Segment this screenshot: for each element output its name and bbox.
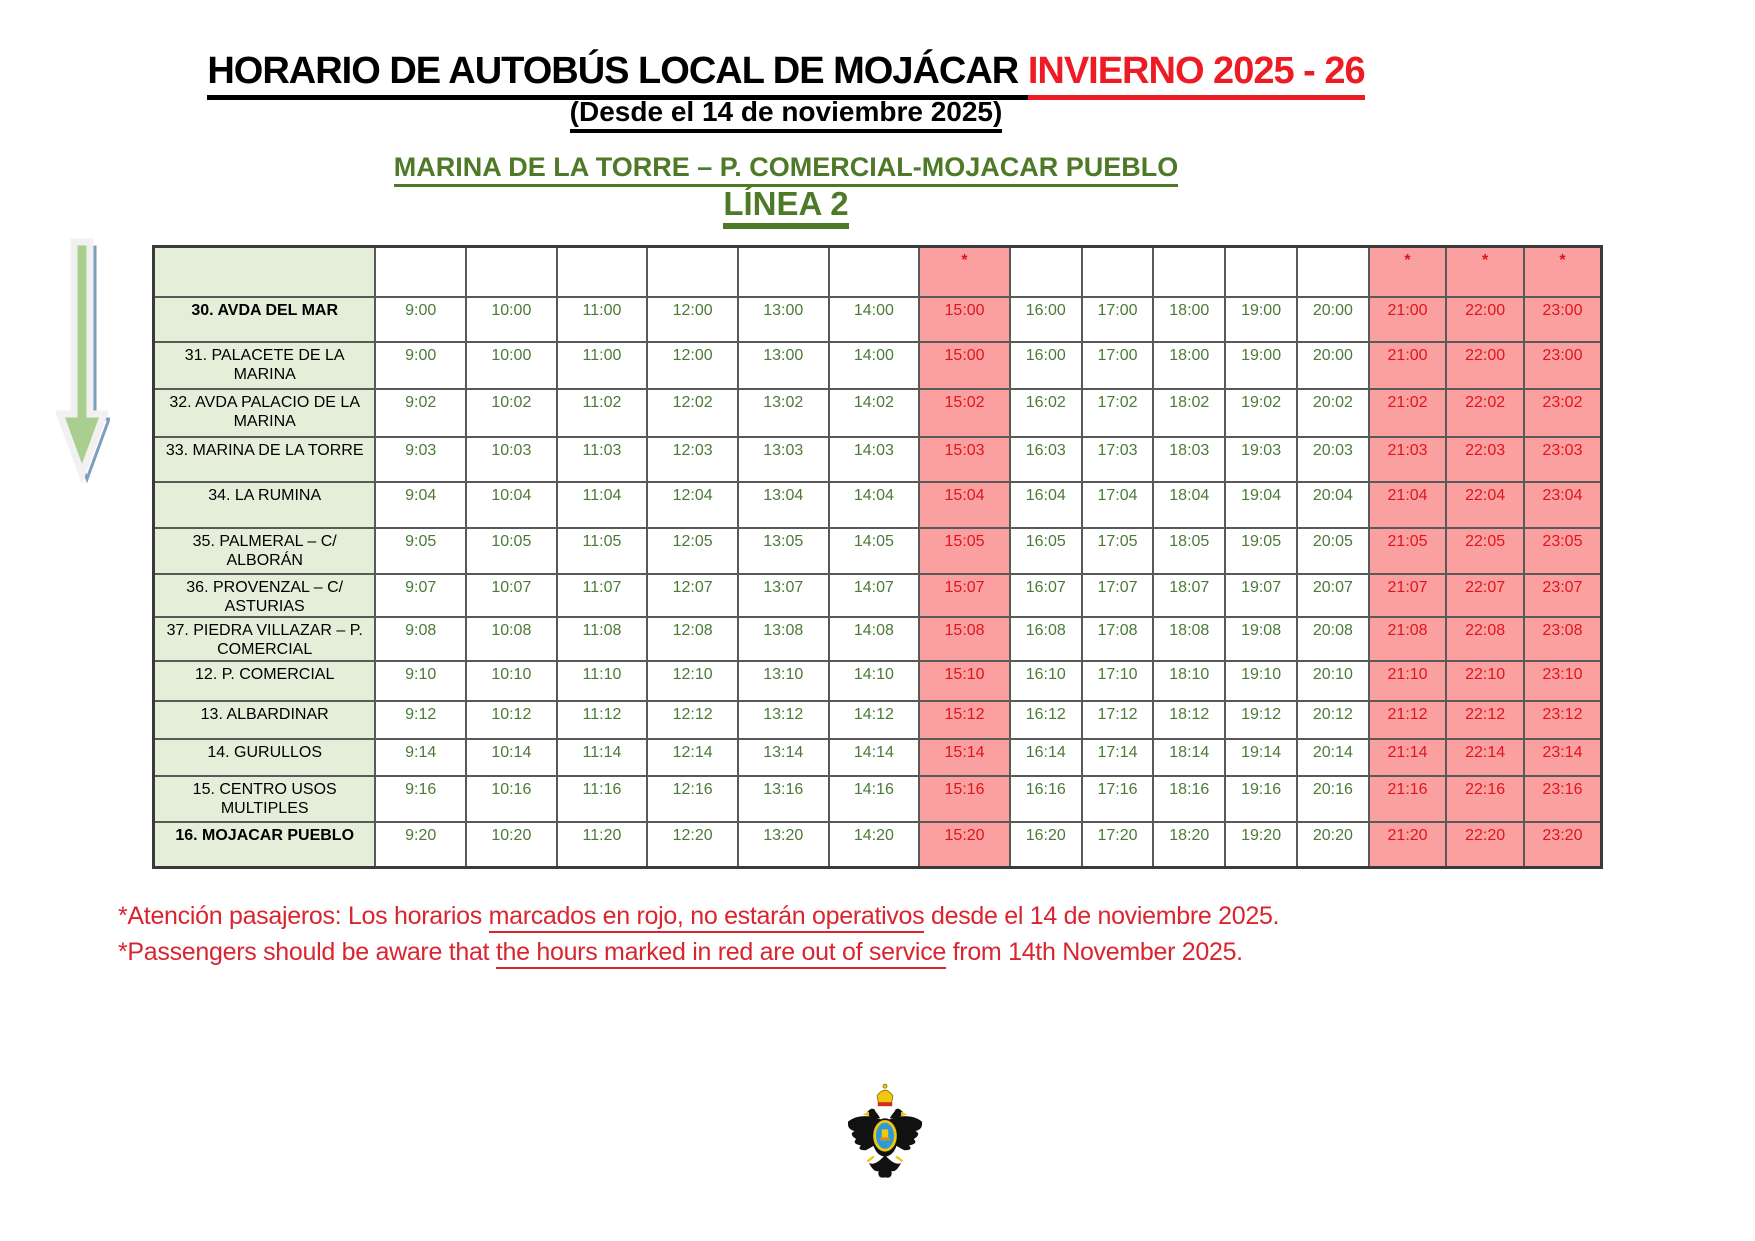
timetable — [152, 245, 1603, 869]
stop-row — [154, 822, 1602, 868]
time-cell: 19:04 — [1225, 482, 1297, 528]
time-cell: 16:02 — [1010, 389, 1082, 437]
time-cell: 11:07 — [557, 574, 648, 617]
time-cell: 9:20 — [375, 822, 466, 868]
time-cell-out-of-service: 23:08 — [1524, 617, 1602, 661]
time-cell: 12:08 — [647, 617, 738, 661]
time-cell: 18:16 — [1153, 776, 1225, 822]
time-cell: 11:03 — [557, 437, 648, 482]
time-cell: 13:08 — [738, 617, 829, 661]
time-cell-out-of-service: 22:08 — [1446, 617, 1524, 661]
time-cell: 19:03 — [1225, 437, 1297, 482]
time-cell: 18:02 — [1153, 389, 1225, 437]
time-cell: 9:00 — [375, 297, 466, 342]
title-main: HORARIO DE AUTOBÚS LOCAL DE MOJÁCAR — [207, 50, 1027, 100]
time-cell-out-of-service: 22:00 — [1446, 342, 1524, 389]
out-of-service-asterisk-cell: * — [1369, 247, 1447, 297]
stop-name-cell: 34. LA RUMINA — [154, 482, 376, 528]
time-cell: 12:00 — [647, 297, 738, 342]
time-cell: 18:03 — [1153, 437, 1225, 482]
time-cell-out-of-service: 22:10 — [1446, 661, 1524, 701]
time-cell-out-of-service: 15:03 — [919, 437, 1010, 482]
time-cell: 11:16 — [557, 776, 648, 822]
time-cell: 14:03 — [829, 437, 920, 482]
time-cell: 19:05 — [1225, 528, 1297, 574]
time-cell-out-of-service: 15:05 — [919, 528, 1010, 574]
time-cell-out-of-service: 22:00 — [1446, 297, 1524, 342]
time-cell-out-of-service: 21:20 — [1369, 822, 1447, 868]
time-cell-out-of-service: 21:00 — [1369, 342, 1447, 389]
time-cell: 16:05 — [1010, 528, 1082, 574]
time-cell: 10:08 — [466, 617, 557, 661]
time-cell: 12:07 — [647, 574, 738, 617]
time-cell: 14:12 — [829, 701, 920, 739]
stop-row — [154, 617, 1602, 661]
time-cell: 17:03 — [1082, 437, 1154, 482]
time-cell: 9:04 — [375, 482, 466, 528]
header-cell — [375, 247, 466, 297]
time-cell: 10:02 — [466, 389, 557, 437]
time-cell: 20:07 — [1297, 574, 1369, 617]
time-cell: 17:16 — [1082, 776, 1154, 822]
time-cell: 12:00 — [647, 342, 738, 389]
time-cell: 11:04 — [557, 482, 648, 528]
time-cell: 14:10 — [829, 661, 920, 701]
time-cell: 9:07 — [375, 574, 466, 617]
time-cell: 12:16 — [647, 776, 738, 822]
time-cell: 19:16 — [1225, 776, 1297, 822]
time-cell: 13:07 — [738, 574, 829, 617]
header-cell — [557, 247, 648, 297]
time-cell-out-of-service: 23:16 — [1524, 776, 1602, 822]
time-cell: 9:12 — [375, 701, 466, 739]
time-cell-out-of-service: 21:00 — [1369, 297, 1447, 342]
stop-name-cell: 36. PROVENZAL – C/ ASTURIAS — [154, 574, 376, 617]
time-cell: 20:10 — [1297, 661, 1369, 701]
time-cell: 11:05 — [557, 528, 648, 574]
time-cell: 18:07 — [1153, 574, 1225, 617]
time-cell: 19:02 — [1225, 389, 1297, 437]
time-cell-out-of-service: 22:03 — [1446, 437, 1524, 482]
time-cell: 20:00 — [1297, 297, 1369, 342]
time-cell: 19:14 — [1225, 739, 1297, 776]
time-cell: 11:20 — [557, 822, 648, 868]
stop-row — [154, 389, 1602, 437]
time-cell: 13:03 — [738, 437, 829, 482]
stop-name-cell: 30. AVDA DEL MAR — [154, 297, 376, 342]
time-cell: 11:10 — [557, 661, 648, 701]
time-cell-out-of-service: 22:02 — [1446, 389, 1524, 437]
time-cell-out-of-service: 23:04 — [1524, 482, 1602, 528]
route-heading: MARINA DE LA TORRE – P. COMERCIAL-MOJACAR PUEBLO — [0, 152, 1572, 183]
effective-date: (Desde el 14 de noviembre 2025) — [0, 96, 1572, 128]
time-cell: 18:20 — [1153, 822, 1225, 868]
footnote-en: *Passengers should be aware that the hours marked in red are out of service from 14th November 2025. — [118, 934, 1279, 970]
header-cell — [738, 247, 829, 297]
time-cell: 10:12 — [466, 701, 557, 739]
time-cell: 20:04 — [1297, 482, 1369, 528]
time-cell: 10:00 — [466, 297, 557, 342]
stop-name-cell: 33. MARINA DE LA TORRE — [154, 437, 376, 482]
time-cell: 12:20 — [647, 822, 738, 868]
stop-row — [154, 297, 1602, 342]
coat-of-arms-icon — [845, 1083, 925, 1195]
time-cell: 11:14 — [557, 739, 648, 776]
time-cell: 20:02 — [1297, 389, 1369, 437]
header-cell — [829, 247, 920, 297]
time-cell: 10:14 — [466, 739, 557, 776]
time-cell-out-of-service: 22:07 — [1446, 574, 1524, 617]
time-cell: 10:20 — [466, 822, 557, 868]
time-cell: 16:00 — [1010, 297, 1082, 342]
time-cell-out-of-service: 15:20 — [919, 822, 1010, 868]
time-cell: 13:20 — [738, 822, 829, 868]
header-cell — [1225, 247, 1297, 297]
time-cell: 13:10 — [738, 661, 829, 701]
header-cell — [647, 247, 738, 297]
time-cell: 12:14 — [647, 739, 738, 776]
time-cell-out-of-service: 23:07 — [1524, 574, 1602, 617]
time-cell: 20:00 — [1297, 342, 1369, 389]
time-cell: 9:14 — [375, 739, 466, 776]
time-cell: 17:04 — [1082, 482, 1154, 528]
time-cell: 9:08 — [375, 617, 466, 661]
time-cell: 14:14 — [829, 739, 920, 776]
time-cell: 13:00 — [738, 342, 829, 389]
time-cell-out-of-service: 22:05 — [1446, 528, 1524, 574]
header-cell — [1010, 247, 1082, 297]
time-cell: 17:10 — [1082, 661, 1154, 701]
time-cell: 14:16 — [829, 776, 920, 822]
page-title — [0, 50, 1572, 93]
stop-name-cell: 35. PALMERAL – C/ ALBORÁN — [154, 528, 376, 574]
time-cell: 13:14 — [738, 739, 829, 776]
out-of-service-asterisk-cell: * — [1446, 247, 1524, 297]
time-cell-out-of-service: 22:04 — [1446, 482, 1524, 528]
time-cell: 9:10 — [375, 661, 466, 701]
time-cell: 17:07 — [1082, 574, 1154, 617]
time-cell: 16:20 — [1010, 822, 1082, 868]
time-cell-out-of-service: 22:16 — [1446, 776, 1524, 822]
time-cell: 18:14 — [1153, 739, 1225, 776]
stop-name-cell: 37. PIEDRA VILLAZAR – P. COMERCIAL — [154, 617, 376, 661]
time-cell: 20:05 — [1297, 528, 1369, 574]
time-cell: 10:16 — [466, 776, 557, 822]
time-cell-out-of-service: 15:04 — [919, 482, 1010, 528]
time-cell: 19:07 — [1225, 574, 1297, 617]
footnotes — [118, 898, 1279, 970]
time-cell: 14:08 — [829, 617, 920, 661]
time-cell: 17:20 — [1082, 822, 1154, 868]
time-cell: 9:03 — [375, 437, 466, 482]
time-cell: 14:02 — [829, 389, 920, 437]
time-cell: 19:12 — [1225, 701, 1297, 739]
title-season: INVIERNO 2025 - 26 — [1028, 50, 1365, 100]
time-cell: 17:02 — [1082, 389, 1154, 437]
stop-name-cell: 15. CENTRO USOS MULTIPLES — [154, 776, 376, 822]
time-cell-out-of-service: 23:12 — [1524, 701, 1602, 739]
header-cell — [1297, 247, 1369, 297]
time-cell: 17:08 — [1082, 617, 1154, 661]
time-cell: 17:00 — [1082, 342, 1154, 389]
stop-row — [154, 739, 1602, 776]
time-cell: 16:03 — [1010, 437, 1082, 482]
time-cell: 17:05 — [1082, 528, 1154, 574]
stop-row — [154, 776, 1602, 822]
time-cell-out-of-service: 23:00 — [1524, 297, 1602, 342]
header-row — [154, 247, 1602, 297]
time-cell: 12:02 — [647, 389, 738, 437]
time-cell: 14:05 — [829, 528, 920, 574]
time-cell-out-of-service: 15:07 — [919, 574, 1010, 617]
stop-header-cell — [154, 247, 376, 297]
time-cell-out-of-service: 15:10 — [919, 661, 1010, 701]
time-cell: 13:05 — [738, 528, 829, 574]
time-cell: 12:03 — [647, 437, 738, 482]
time-cell: 9:02 — [375, 389, 466, 437]
time-cell: 19:00 — [1225, 342, 1297, 389]
time-cell-out-of-service: 22:12 — [1446, 701, 1524, 739]
time-cell-out-of-service: 21:16 — [1369, 776, 1447, 822]
time-cell: 19:00 — [1225, 297, 1297, 342]
stop-name-cell: 16. MOJACAR PUEBLO — [154, 822, 376, 868]
stop-name-cell: 31. PALACETE DE LA MARINA — [154, 342, 376, 389]
time-cell: 19:10 — [1225, 661, 1297, 701]
time-cell: 16:14 — [1010, 739, 1082, 776]
time-cell: 19:08 — [1225, 617, 1297, 661]
time-cell-out-of-service: 23:03 — [1524, 437, 1602, 482]
time-cell: 20:12 — [1297, 701, 1369, 739]
stop-row — [154, 661, 1602, 701]
time-cell: 16:16 — [1010, 776, 1082, 822]
time-cell-out-of-service: 21:04 — [1369, 482, 1447, 528]
time-cell: 13:16 — [738, 776, 829, 822]
time-cell: 11:12 — [557, 701, 648, 739]
time-cell: 14:20 — [829, 822, 920, 868]
time-cell: 9:00 — [375, 342, 466, 389]
stop-row — [154, 437, 1602, 482]
time-cell: 12:12 — [647, 701, 738, 739]
time-cell: 20:08 — [1297, 617, 1369, 661]
time-cell: 20:16 — [1297, 776, 1369, 822]
time-cell: 14:00 — [829, 297, 920, 342]
stop-row — [154, 482, 1602, 528]
time-cell-out-of-service: 22:20 — [1446, 822, 1524, 868]
stop-name-cell: 13. ALBARDINAR — [154, 701, 376, 739]
stop-row — [154, 701, 1602, 739]
time-cell-out-of-service: 21:05 — [1369, 528, 1447, 574]
stop-row — [154, 574, 1602, 617]
time-cell: 18:00 — [1153, 297, 1225, 342]
time-cell: 12:05 — [647, 528, 738, 574]
time-cell: 17:12 — [1082, 701, 1154, 739]
time-cell: 10:04 — [466, 482, 557, 528]
time-cell-out-of-service: 21:12 — [1369, 701, 1447, 739]
time-cell-out-of-service: 15:14 — [919, 739, 1010, 776]
time-cell-out-of-service: 15:02 — [919, 389, 1010, 437]
time-cell-out-of-service: 23:14 — [1524, 739, 1602, 776]
stop-name-cell: 12. P. COMERCIAL — [154, 661, 376, 701]
time-cell: 18:04 — [1153, 482, 1225, 528]
time-cell: 18:08 — [1153, 617, 1225, 661]
time-cell: 16:00 — [1010, 342, 1082, 389]
time-cell: 20:03 — [1297, 437, 1369, 482]
time-cell-out-of-service: 15:00 — [919, 342, 1010, 389]
time-cell: 10:03 — [466, 437, 557, 482]
time-cell: 19:20 — [1225, 822, 1297, 868]
time-cell: 13:02 — [738, 389, 829, 437]
out-of-service-asterisk-cell: * — [1524, 247, 1602, 297]
line-heading: LÍNEA 2 — [0, 185, 1572, 223]
time-cell: 11:08 — [557, 617, 648, 661]
time-cell: 11:00 — [557, 297, 648, 342]
time-cell: 10:05 — [466, 528, 557, 574]
footnote-es: *Atención pasajeros: Los horarios marcados en rojo, no estarán operativos desde el 14 de noviembre 2025. — [118, 898, 1279, 934]
time-cell-out-of-service: 15:16 — [919, 776, 1010, 822]
stop-row — [154, 528, 1602, 574]
time-cell: 10:07 — [466, 574, 557, 617]
time-cell: 11:02 — [557, 389, 648, 437]
time-cell-out-of-service: 22:14 — [1446, 739, 1524, 776]
time-cell: 18:00 — [1153, 342, 1225, 389]
time-cell-out-of-service: 15:08 — [919, 617, 1010, 661]
time-cell-out-of-service: 23:10 — [1524, 661, 1602, 701]
time-cell: 11:00 — [557, 342, 648, 389]
time-cell: 14:07 — [829, 574, 920, 617]
time-cell: 14:00 — [829, 342, 920, 389]
time-cell: 20:20 — [1297, 822, 1369, 868]
time-cell: 20:14 — [1297, 739, 1369, 776]
time-cell-out-of-service: 21:14 — [1369, 739, 1447, 776]
stop-name-cell: 14. GURULLOS — [154, 739, 376, 776]
time-cell-out-of-service: 23:20 — [1524, 822, 1602, 868]
time-cell-out-of-service: 15:12 — [919, 701, 1010, 739]
time-cell: 12:04 — [647, 482, 738, 528]
down-arrow-icon — [52, 236, 110, 484]
time-cell: 14:04 — [829, 482, 920, 528]
time-cell: 17:14 — [1082, 739, 1154, 776]
time-cell: 13:00 — [738, 297, 829, 342]
out-of-service-asterisk-cell: * — [919, 247, 1010, 297]
time-cell: 13:12 — [738, 701, 829, 739]
time-cell: 10:10 — [466, 661, 557, 701]
time-cell: 18:12 — [1153, 701, 1225, 739]
time-cell: 9:16 — [375, 776, 466, 822]
time-cell-out-of-service: 21:02 — [1369, 389, 1447, 437]
time-cell-out-of-service: 15:00 — [919, 297, 1010, 342]
time-cell: 16:07 — [1010, 574, 1082, 617]
header-cell — [1082, 247, 1154, 297]
time-cell-out-of-service: 23:00 — [1524, 342, 1602, 389]
time-cell-out-of-service: 21:07 — [1369, 574, 1447, 617]
time-cell-out-of-service: 23:02 — [1524, 389, 1602, 437]
time-cell: 18:10 — [1153, 661, 1225, 701]
header-cell — [466, 247, 557, 297]
time-cell: 10:00 — [466, 342, 557, 389]
time-cell: 9:05 — [375, 528, 466, 574]
time-cell: 18:05 — [1153, 528, 1225, 574]
stop-row — [154, 342, 1602, 389]
stop-name-cell: 32. AVDA PALACIO DE LA MARINA — [154, 389, 376, 437]
time-cell-out-of-service: 21:08 — [1369, 617, 1447, 661]
header-cell — [1153, 247, 1225, 297]
time-cell: 12:10 — [647, 661, 738, 701]
time-cell: 16:10 — [1010, 661, 1082, 701]
time-cell: 16:08 — [1010, 617, 1082, 661]
time-cell: 13:04 — [738, 482, 829, 528]
time-cell-out-of-service: 21:03 — [1369, 437, 1447, 482]
time-cell-out-of-service: 21:10 — [1369, 661, 1447, 701]
time-cell: 17:00 — [1082, 297, 1154, 342]
time-cell: 16:12 — [1010, 701, 1082, 739]
time-cell: 16:04 — [1010, 482, 1082, 528]
time-cell-out-of-service: 23:05 — [1524, 528, 1602, 574]
